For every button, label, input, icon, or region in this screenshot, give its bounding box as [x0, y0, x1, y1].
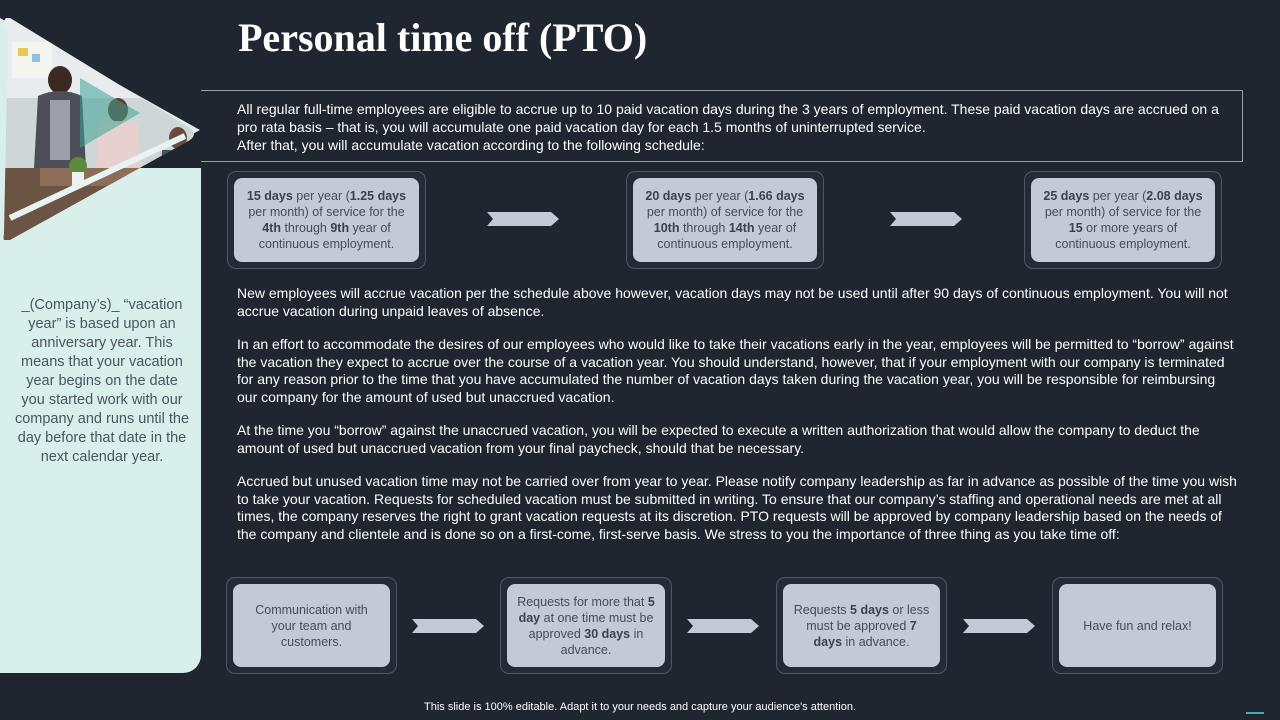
paragraph-borrow-vacation: In an effort to accommodate the desires of our employees who would like to take their vacations early in the year, employees will be permitted to “borrow” against the vacation they expect to accrue over the course of a vacation year. You should understand, however, that if your employment with our company is terminated for any reason prior to the time that you have accumulated the number of vacation days taken during the vacation year, you will be responsible for reimbursing our company for the amount of used but unaccrued vacation. [237, 336, 1234, 405]
chevron-arrow-icon [890, 212, 962, 226]
schedule-card-1 [227, 171, 426, 269]
schedule-card-2 [626, 171, 824, 269]
schedule-card-1-text: 15 days per year (1.25 days per month) of service for the 4th through 9th year of continuous employment. [234, 178, 419, 262]
intro-text [237, 100, 1237, 154]
step-card-2-text: Requests for more that 5 day at one time must be approved 30 days in advance. [507, 584, 665, 667]
step-card-2 [500, 577, 672, 674]
footer-note: This slide is 100% editable. Adapt it to your needs and capture your audience's attention. [424, 701, 856, 713]
policy-body [237, 285, 1237, 559]
chevron-arrow-icon [412, 619, 484, 633]
schedule-card-3-text: 25 days per year (2.08 days per month) of service for the 15 or more years of continuous employment. [1031, 178, 1215, 262]
paragraph-written-authorization: At the time you “borrow” against the unaccrued vacation, you will be expected to execute a written authorization that would allow the company to deduct the amount of used but unaccrued vacation from your final paycheck, should that be necessary. [237, 422, 1200, 456]
schedule-card-2-text: 20 days per year (1.66 days per month) of service for the 10th through 14th year of continuous employment. [633, 178, 817, 262]
schedule-card-3 [1024, 171, 1222, 269]
corner-accent [1246, 712, 1264, 714]
team-photo [0, 18, 205, 240]
step-card-1-text: Communication with your team and customers. [233, 584, 390, 667]
paragraph-unused-vacation: Accrued but unused vacation time may not be carried over from year to year. Please notify company leadership as far in advance as possible of the time you wish to take your vacation. Requests for scheduled vacation must be submitted in writing. To ensure that our company’s staffing and operational needs are met at all times, the company reserves the right to grant vacation requests at its discretion. PTO requests will be approved by company leadership based on the needs of the company and clientele and is done so on a first-come, first-serve basis. We stress to you the importance of three thing as you take time off: [237, 473, 1237, 542]
step-card-4-text: Have fun and relax! [1059, 584, 1216, 667]
chevron-arrow-icon [687, 619, 759, 633]
chevron-arrow-icon [963, 619, 1035, 633]
intro-line-1: All regular full-time employees are eligible to accrue up to 10 paid vacation days during the 3 years of employment. These paid vacation days are accrued on a pro rata basis – that is, you will accumulate one paid vacation day for each 1.5 months of uninterrupted service. [237, 101, 1219, 135]
step-card-1 [226, 577, 397, 674]
step-card-4 [1052, 577, 1223, 674]
vacation-year-note: _(Company’s)_ “vacation year” is based upon an anniversary year. This means that your vacation year begins on the date you started work with our company and runs until the day before that date in the next calendar year. [14, 297, 190, 465]
chevron-arrow-icon [487, 212, 559, 226]
step-card-3 [776, 577, 947, 674]
step-card-3-text: Requests 5 days or less must be approved 7 days in advance. [783, 584, 940, 667]
intro-line-2: After that, you will accumulate vacation according to the following schedule: [237, 137, 705, 153]
page-title: Personal time off (PTO) [238, 15, 648, 60]
paragraph-new-employees: New employees will accrue vacation per the schedule above however, vacation days may not be used until after 90 days of continuous employment. You will not accrue vacation during unpaid leaves of absence. [237, 285, 1228, 319]
